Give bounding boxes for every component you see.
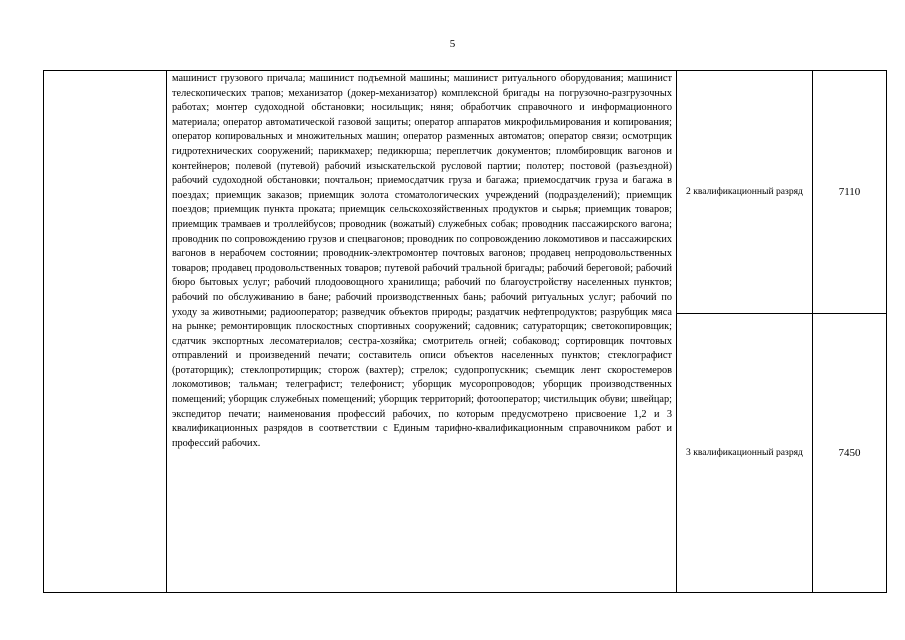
salary-cell: 7110	[813, 71, 887, 314]
professions-text: машинист грузового причала; машинист подъемной машины; машинист ритуального оборудования; машинист телескопических трапов; механизатор (докер-механизатор) комплексной бригады на погрузочно-разгрузочных работах; монтер судоходной обстановки; носильщик; няня; обработчик справочного и информационного материала; оператор автоматической газовой защиты; оператор аппаратов микрофильмирования и копирования; оператор копировальных и множительных машин; оператор разменных автоматов; оператор связи; осмотрщик гидротехнических сооружений; парикмахер; педикюрша; переплетчик документов; пломбировщик вагонов и контейнеров; полевой (путевой) рабочий изыскательской русловой партии; полотер; постовой (разъездной) рабочий судоходной обстановки; почтальон; приемосдатчик груза и багажа; приемосдатчик груза и багажа в поездах; приемщик заказов; приемщик золота стоматологических учреждений (подразделений); приемщик поездов; приемщик пункта проката; приемщик сельскохозяйственных продуктов и сырья; приемщик товаров; приемщик трамваев и троллейбусов; проводник (вожатый) служебных собак; проводник пассажирского вагона; проводник по сопровождению грузов и спецвагонов; проводник по сопровождению локомотивов и пассажирских вагонов в нерабочем состоянии; проводник-электромонтер почтовых вагонов; продавец непродовольственных товаров; продавец продовольственных товаров; путевой рабочий тральной бригады; рабочий береговой; рабочий бюро бытовых услуг; рабочий плодоовощного хранилища; рабочий по благоустройству населенных пунктов; рабочий по обслуживанию в бане; рабочий производственных бань; рабочий ритуальных услуг; рабочий по уходу за животными; радиооператор; разведчик объектов природы; раздатчик нефтепродуктов; разрубщик мяса на рынке; ремонтировщик плоскостных спортивных сооружений; садовник; сатураторщик; светокопировщик; сдатчик экспортных лесоматериалов; сестра-хозяйка; смотритель огней; собаковод; сортировщик почтовых отправлений и произведений печати; составитель описи объектов населенных пунктов; стеклографист (ротаторщик); стеклопротирщик; сторож (вахтер); стрелок; судопропускник; съемщик лент скоростемеров локомотивов; тальман; телеграфист; телефонист; уборщик мусоропроводов; уборщик производственных помещений; уборщик служебных помещений; уборщик территорий; фотооператор; чистильщик обуви; швейцар; экспедитор печати; наименования профессий рабочих, по которым предусмотрено присвоение 1,2 и 3 квалификационных разрядов в соответствии с Единым тарифно-квалификационным справочником работ и профессий рабочих.	[172, 73, 672, 449]
page-number: 5	[449, 38, 456, 50]
table-row	[44, 71, 887, 314]
salary-cell: 7450	[813, 314, 887, 593]
professions-cell	[167, 71, 677, 593]
group-cell	[44, 71, 167, 593]
salary-table	[43, 70, 887, 593]
qualification-rank-cell: 2 квалификационный разряд	[677, 71, 813, 314]
qualification-rank-cell: 3 квалификационный разряд	[677, 314, 813, 593]
